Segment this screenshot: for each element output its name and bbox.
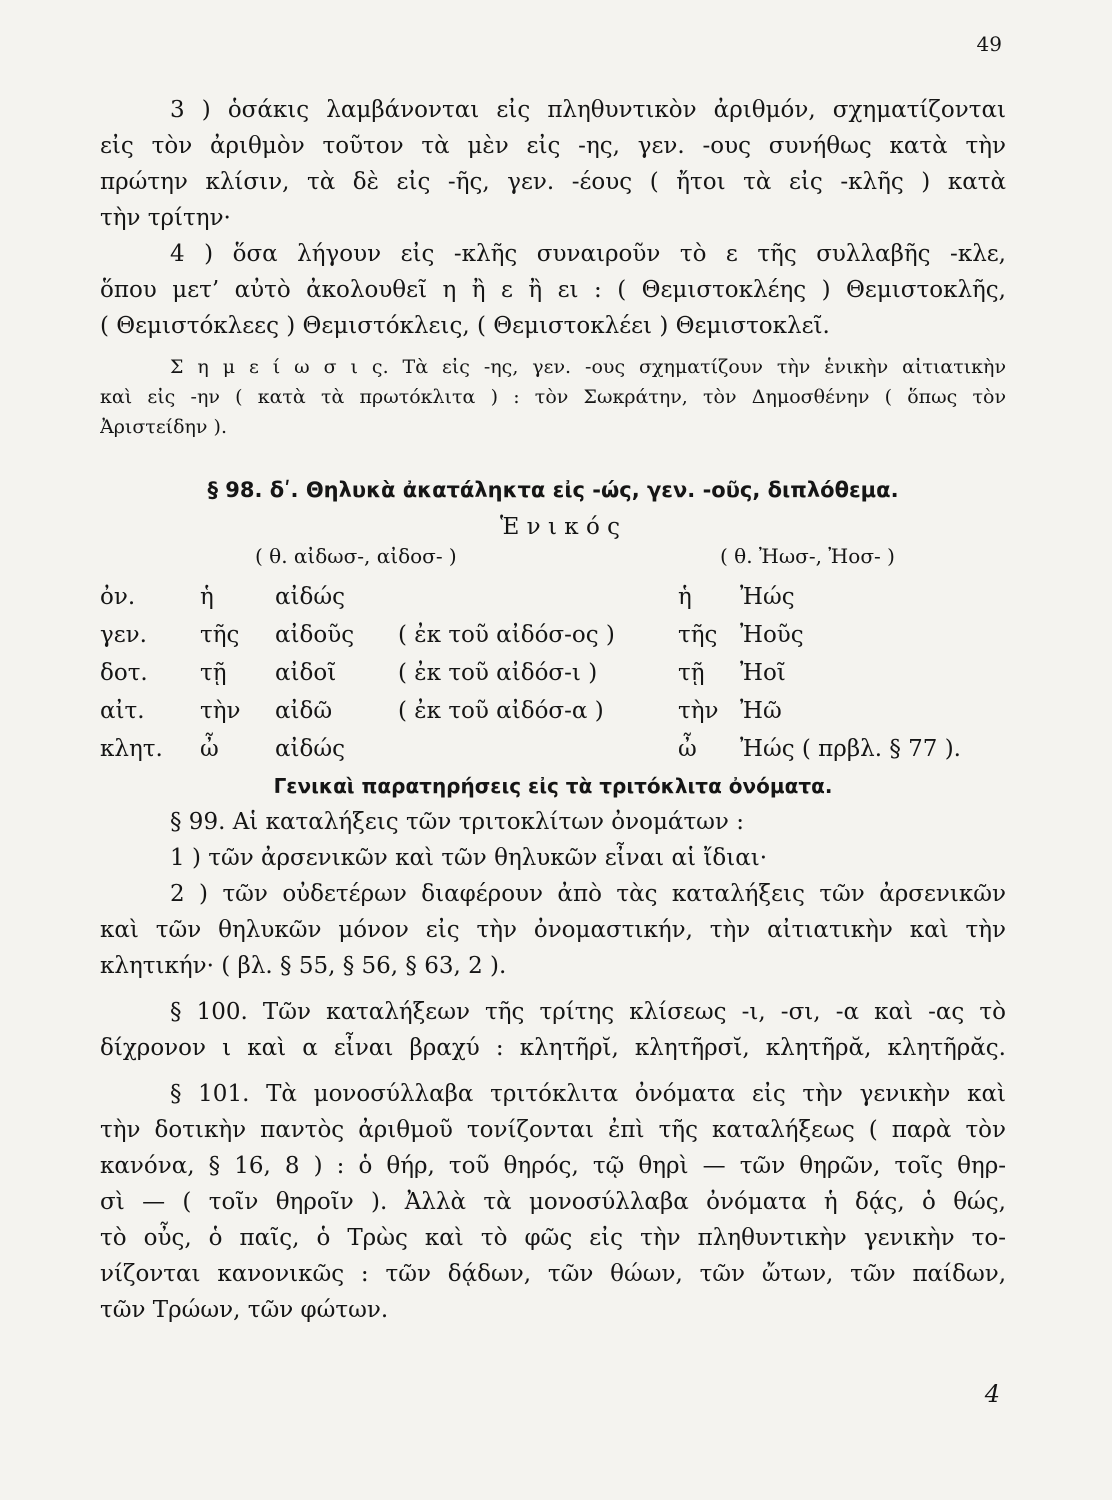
case-label: αἰτ. xyxy=(100,698,145,724)
word-form: αἰδοῦς xyxy=(275,622,355,648)
article: ἡ xyxy=(678,584,692,610)
text-line: ( Θεμιστόκλεες ) Θεμιστόκλεις, ( Θεμιστοκλέει ) Θεμιστοκλεῖ. xyxy=(100,313,830,339)
article: τὴν xyxy=(678,698,719,724)
page-content xyxy=(100,92,1006,1328)
section-99 xyxy=(100,804,1006,984)
case-label: γεν. xyxy=(100,622,147,648)
note-line: καὶ εἰς -ην ( κατὰ τὰ πρωτόκλιτα ) : τὸν Σωκράτην, τὸν Δημοσθένην ( ὅπως τὸν xyxy=(100,386,1006,408)
article: τὴν xyxy=(200,698,241,724)
word-form: Ἠώς xyxy=(740,584,795,610)
section-101 xyxy=(100,1076,1006,1328)
text-line: εἰς τὸν ἀριθμὸν τοῦτον τὰ μὲν εἰς -ης, γεν. -ους συνήθως κατὰ τὴν xyxy=(100,133,1006,159)
word-form: αἰδοῖ xyxy=(275,660,337,686)
page-number: 49 xyxy=(976,32,1002,56)
general-remarks-heading: Γενικαὶ παρατηρήσεις εἰς τὰ τριτόκλιτα ὀνόματα. xyxy=(273,774,833,798)
text-line: κανόνα, § 16, 8 ) : ὁ θήρ, τοῦ θηρός, τῷ θηρὶ — τῶν θηρῶν, τοῖς θηρ- xyxy=(100,1153,1006,1179)
text-line: κλητικήν· ( βλ. § 55, § 56, § 63, 2 ). xyxy=(100,953,507,979)
text-line: § 101. Τὰ μονοσύλλαβα τριτόκλιτα ὀνόματα εἰς τὴν γενικὴν καὶ xyxy=(170,1081,1006,1107)
article: τῆς xyxy=(678,622,718,648)
word-form: αἰδῶ xyxy=(275,698,333,724)
derivation-note: ( ἐκ τοῦ αἰδόσ-ος ) xyxy=(398,622,615,648)
word-form: αἰδώς xyxy=(275,584,346,610)
text-line: νίζονται κανονικῶς : τῶν δᾴδων, τῶν θώων, τῶν ὤτων, τῶν παίδων, xyxy=(100,1261,1006,1287)
paragraph-4 xyxy=(100,236,1006,344)
text-line: δίχρονον ι καὶ α εἶναι βραχύ : κλητῆρῐ, κλητῆρσῐ, κλητῆρᾰ, κλητῆρᾰς. xyxy=(100,1035,1006,1061)
text-line: σὶ — ( τοῖν θηροῖν ). Ἀλλὰ τὰ μονοσύλλαβα ὀνόματα ἡ δᾴς, ὁ θώς, xyxy=(100,1189,1006,1215)
article: τῇ xyxy=(200,660,227,686)
word-form: Ἠοῦς xyxy=(740,622,804,648)
note-block xyxy=(100,352,1006,442)
theme-right: ( θ. Ἠωσ-, Ἠοσ- ) xyxy=(720,544,895,568)
case-label: ὀν. xyxy=(100,584,136,610)
text-line: πρώτην κλίσιν, τὰ δὲ εἰς -ῆς, γεν. -έους ( ἤτοι τὰ εἰς -κλῆς ) κατὰ xyxy=(100,169,1006,195)
text-line: 4 ) ὅσα λήγουν εἰς -κλῆς συναιροῦν τὸ ε τῆς συλλαβῆς -κλε, xyxy=(170,241,1006,267)
text-line: § 99. Αἱ καταλήξεις τῶν τριτοκλίτων ὀνομάτων : xyxy=(170,809,744,835)
case-label: δοτ. xyxy=(100,660,148,686)
number-heading: Ἑ ν ι κ ό ς xyxy=(500,514,621,540)
article: ὦ xyxy=(678,736,697,762)
signature-mark: 4 xyxy=(984,1380,1000,1408)
text-line: τὸ οὖς, ὁ παῖς, ὁ Τρὼς καὶ τὸ φῶς εἰς τὴν πληθυντικὴν γενικὴν το- xyxy=(100,1225,1006,1251)
word-form: Ἠώς ( πρβλ. § 77 ). xyxy=(740,736,961,762)
theme-left: ( θ. αἰδωσ-, αἰδοσ- ) xyxy=(255,544,457,568)
declension-table xyxy=(100,514,1006,762)
text-line: τὴν τρίτην· xyxy=(100,205,231,231)
article: ὦ xyxy=(200,736,219,762)
word-form: Ἠοῖ xyxy=(740,660,786,686)
text-line: τῶν Τρώων, τῶν φώτων. xyxy=(100,1297,389,1323)
article: τῇ xyxy=(678,660,705,686)
derivation-note: ( ἐκ τοῦ αἰδόσ-ι ) xyxy=(398,660,598,686)
section-98-heading: § 98. δʹ. Θηλυκὰ ἀκατάληκτα εἰς -ώς, γεν. -οῦς, διπλόθεμα. xyxy=(207,478,899,502)
text-line: τὴν δοτικὴν παντὸς ἀριθμοῦ τονίζονται ἐπὶ τῆς καταλήξεως ( παρὰ τὸν xyxy=(100,1117,1006,1143)
text-line: 1 ) τῶν ἀρσενικῶν καὶ τῶν θηλυκῶν εἶναι αἱ ἴδιαι· xyxy=(170,845,768,871)
text-line: ὅπου μετ’ αὐτὸ ἀκολουθεῖ η ἢ ε ἢ ει : ( Θεμιστοκλέης ) Θεμιστοκλῆς, xyxy=(100,277,1006,303)
word-form: αἰδώς xyxy=(275,736,346,762)
text-line: § 100. Τῶν καταλήξεων τῆς τρίτης κλίσεως -ι, -σι, -α καὶ -ας τὸ xyxy=(170,999,1006,1025)
note-line: Ἀριστείδην ). xyxy=(100,416,227,438)
note-line: Σ η μ ε ί ω σ ι ς. Τὰ εἰς -ης, γεν. -ους σχηματίζουν τὴν ἑνικὴν αἰτιατικὴν xyxy=(170,356,1006,378)
paragraph-3 xyxy=(100,92,1006,236)
case-label: κλητ. xyxy=(100,736,163,762)
section-100 xyxy=(100,994,1006,1066)
word-form: Ἠῶ xyxy=(740,698,782,724)
text-line: καὶ τῶν θηλυκῶν μόνον εἰς τὴν ὀνομαστικήν, τὴν αἰτιατικὴν καὶ τὴν xyxy=(100,917,1006,943)
article: τῆς xyxy=(200,622,240,648)
article: ἡ xyxy=(200,584,214,610)
text-line: 3 ) ὁσάκις λαμβάνονται εἰς πληθυντικὸν ἀριθμόν, σχηματίζονται xyxy=(170,97,1006,123)
derivation-note: ( ἐκ τοῦ αἰδόσ-α ) xyxy=(398,698,604,724)
text-line: 2 ) τῶν οὐδετέρων διαφέρουν ἀπὸ τὰς καταλήξεις τῶν ἀρσενικῶν xyxy=(170,881,1006,907)
